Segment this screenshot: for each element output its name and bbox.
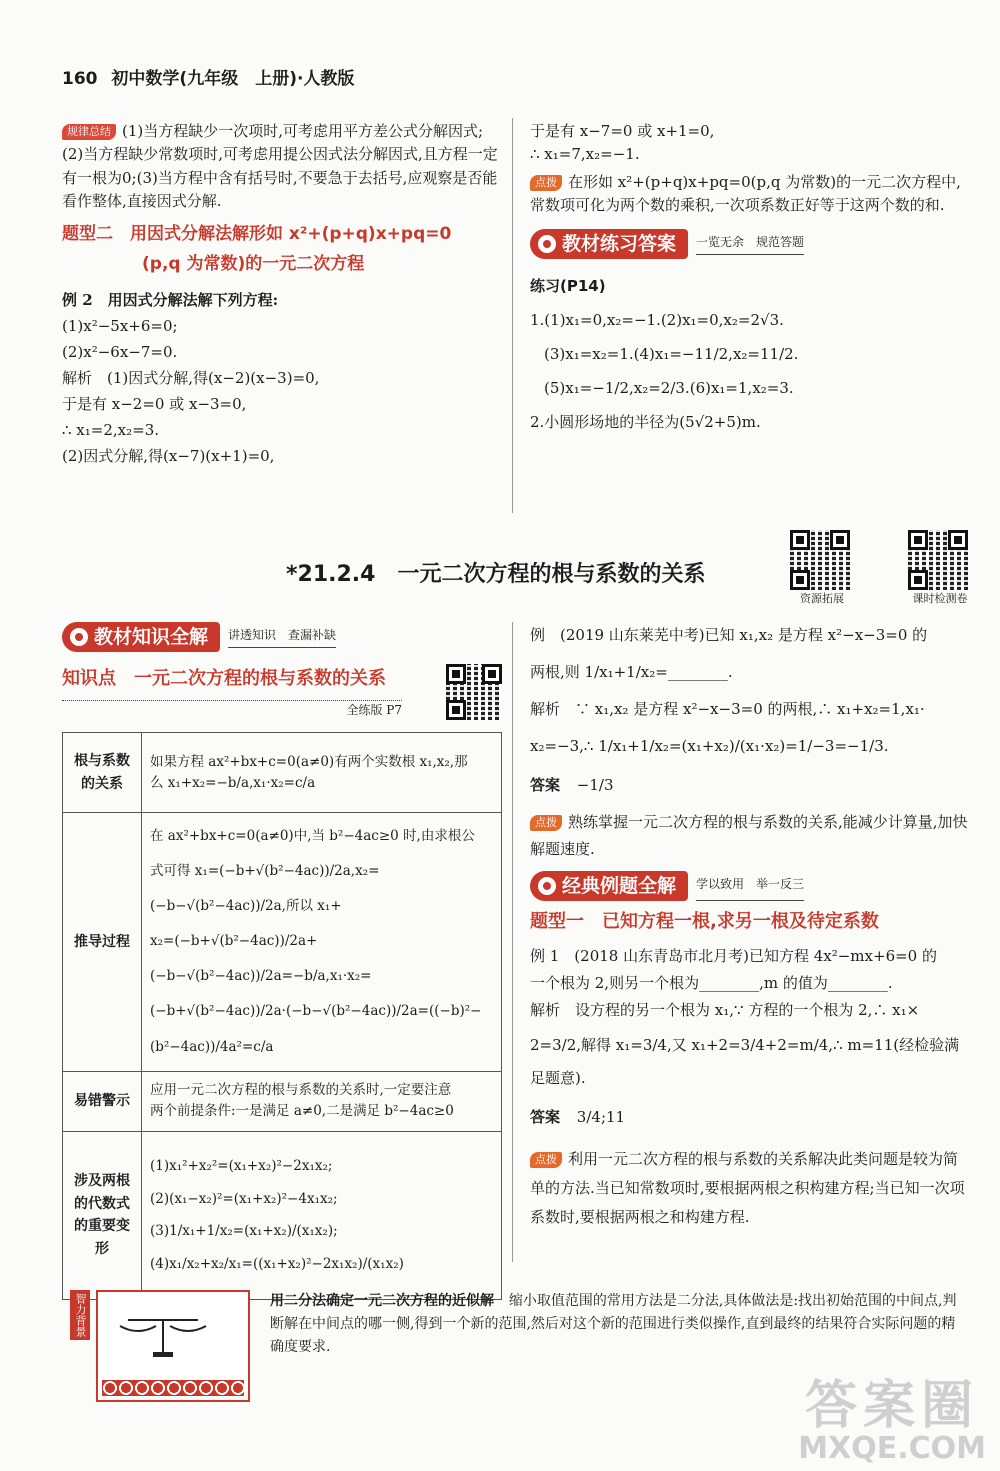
banner-subtitle: 讲透知识 查漏补缺: [228, 626, 336, 648]
solution-line-2: ∴ x₁=7,x₂=−1.: [530, 145, 640, 164]
answer-value: 3/4;11: [576, 1108, 626, 1126]
page-number: 160: [62, 69, 98, 89]
side-tag: 智力背景: [70, 1290, 90, 1340]
example1-solution-2: 2=3/2,解得 x₁=3/4,又 x₁+2=3/4+2=m/4,∴ m=11(经检验满: [530, 1036, 960, 1054]
knowledge-point-title: 知识点 一元二次方程的根与系数的关系: [62, 668, 386, 689]
row-line: x₂=(−b+√(b²−4ac))/2a+(−b−√(b²−4ac))/2a=−b/a,x₁·x₂=: [150, 933, 372, 985]
hint-tag: 点拨: [530, 1152, 562, 1168]
row-line: 么 x₁+x₂=−b/a,x₁·x₂=c/a: [150, 774, 316, 791]
rule-summary: [62, 120, 502, 213]
watermark: [798, 1376, 986, 1466]
answer-1: 1.(1)x₁=0,x₂=−1.(2)x₁=0,x₂=2√3.: [530, 311, 784, 329]
answer-value: −1/3: [576, 776, 614, 794]
hint-note: [530, 809, 970, 863]
practice-title: 练习(P14): [530, 277, 606, 295]
example2-solution-2: 于是有 x−2=0 或 x−3=0,: [62, 395, 247, 413]
example2-q2: (2)x²−6x−7=0.: [62, 343, 178, 361]
qr-code-icon[interactable]: [790, 530, 850, 590]
hint-tag: 点拨: [530, 815, 562, 831]
row-line: 式可得 x₁=(−b+√(b²−4ac))/2a,x₂=(−b−√(b²−4ac))/2a,所以 x₁+: [150, 863, 380, 915]
example2-solution-3: ∴ x₁=2,x₂=3.: [62, 421, 160, 439]
section-title: *21.2.4 一元二次方程的根与系数的关系: [286, 562, 706, 587]
hint-tag: 点拨: [530, 175, 562, 191]
example-line-1: 例 (2019 山东莱芜中考)已知 x₁,x₂ 是方程 x²−x−3=0 的: [530, 626, 928, 644]
example-solution-2: x₂=−3,∴ 1/x₁+1/x₂=(x₁+x₂)/(x₁·x₂)=1/−3=−1/3.: [530, 737, 889, 755]
table-row: [63, 1131, 502, 1299]
classic-examples-banner: [530, 871, 970, 901]
type2-title-line2: (p,q 为常数)的一元二次方程: [142, 254, 365, 274]
row-line: 在 ax²+bx+c=0(a≠0)中,当 b²−4ac≥0 时,由求根公: [150, 828, 475, 844]
background-text-block: [270, 1290, 960, 1359]
example2-solution-4: (2)因式分解,得(x−7)(x+1)=0,: [62, 447, 275, 465]
column-divider: [512, 622, 513, 1262]
table-row: [63, 1071, 502, 1131]
solution-line-1: 于是有 x−7=0 或 x+1=0,: [530, 122, 715, 140]
illustration-balance: [96, 1290, 250, 1402]
banner-icon: [70, 628, 88, 646]
row-line: (3)1/x₁+1/x₂=(x₁+x₂)/(x₁x₂);: [150, 1223, 338, 1240]
banner-subtitle: 学以致用 举一反三: [696, 871, 804, 901]
example2-q1: (1)x²−5x+6=0;: [62, 317, 178, 335]
knowledge-point-ref: 全练版 P7: [62, 700, 402, 720]
textbook-answers-banner: [530, 229, 970, 259]
answer-2: (3)x₁=x₂=1.(4)x₁=−11/2,x₂=11/2.: [544, 345, 799, 363]
qr-code-icon[interactable]: [446, 664, 502, 720]
banner-icon: [538, 235, 556, 253]
table-row: [63, 733, 502, 813]
row-line: 两个前提条件:一是满足 a≠0,二是满足 b²−4ac≥0: [150, 1103, 454, 1120]
watermark-logo: 答案圈: [805, 1376, 980, 1436]
table-row: [63, 813, 502, 1072]
example-solution-1: 解析 ∵ x₁,x₂ 是方程 x²−x−3=0 的两根,∴ x₁+x₂=1,x₁·: [530, 700, 925, 718]
example1-line-2: 一个根为 2,则另一个根为________,m 的值为________.: [530, 974, 893, 992]
example-answer: [530, 772, 970, 799]
qr-resource-caption: 资源拓展: [800, 592, 844, 605]
example-line-2: 两根,则 1/x₁+1/x₂=________.: [530, 663, 733, 681]
knowledge-banner: [62, 622, 502, 652]
hint-note: [530, 171, 970, 218]
page-header: [62, 66, 354, 92]
row-line: (1)x₁²+x₂²=(x₁+x₂)²−2x₁x₂;: [150, 1158, 333, 1175]
watermark-url: MXQE.COM: [798, 1431, 986, 1466]
qr-test[interactable]: [908, 530, 972, 607]
hint-text: 熟练掌握一元二次方程的根与系数的关系,能减少计算量,加快解题速度.: [530, 813, 968, 858]
knowledge-table: [62, 732, 502, 1300]
type2-title-line1: 题型二 用因式分解法解形如 x²+(p+q)x+pq=0: [62, 224, 452, 244]
example1-solution-1: 解析 设方程的另一个根为 x₁,∵ 方程的一个根为 2,∴ x₁×: [530, 1001, 920, 1019]
row-content: [142, 1071, 502, 1131]
left-top-column: [62, 120, 502, 469]
row-content: [142, 733, 502, 813]
row-content: [142, 1131, 502, 1299]
row-key: 涉及两根的代数式的重要变形: [63, 1131, 142, 1299]
hint-text: 在形如 x²+(p+q)x+pq=0(p,q 为常数)的一元二次方程中,常数项可化为两个数的乘积,一次项系数正好等于这两个数的和.: [530, 172, 961, 214]
knowledge-point-header: [62, 664, 502, 720]
right-top-column: [530, 120, 970, 439]
banner-title: 经典例题全解: [562, 875, 677, 897]
qr-resource[interactable]: [790, 530, 854, 607]
practice-answers: [530, 269, 970, 439]
row-line: 如果方程 ax²+bx+c=0(a≠0)有两个实数根 x₁,x₂,那: [150, 753, 468, 770]
banner-title: 教材知识全解: [94, 626, 209, 648]
balance-scale-icon: [98, 1292, 244, 1372]
example2: [62, 287, 502, 469]
example1-solution-3: 足题意).: [530, 1069, 586, 1087]
row-line: (−b+√(b²−4ac))/2a·(−b−√(b²−4ac))/2a=((−b)²−(b²−4ac))/4a²=c/a: [150, 1003, 482, 1055]
row-key: 根与系数的关系: [63, 733, 142, 813]
hint-text: 利用一元二次方程的根与系数的关系解决此类问题是较为简单的方法.当已知常数项时,要根据两根之积构建方程;当已知一次项系数时,要根据两根之和构建方程.: [530, 1150, 965, 1226]
row-content: [142, 813, 502, 1072]
row-line: (2)(x₁−x₂)²=(x₁+x₂)²−4x₁x₂;: [150, 1190, 338, 1207]
column-divider: [512, 118, 513, 513]
background-box: [0, 1278, 1000, 1471]
row-line: 应用一元二次方程的根与系数的关系时,一定要注意: [150, 1082, 452, 1099]
banner-subtitle: 一览无余 规范答题: [696, 233, 804, 255]
type1-title: 题型一 已知方程一根,求另一根及待定系数: [530, 911, 879, 932]
rule-summary-text: (1)当方程缺少一次项时,可考虑用平方差公式分解因式;(2)当方程缺少常数项时,可考虑用提公因式法分解因式,且方程一定有一根为0;(3)当方程中含有括号时,不要急于去括号,应观察是否能看作整体,直接因式分解.: [62, 122, 498, 210]
row-line: (4)x₁/x₂+x₂/x₁=((x₁+x₂)²−2x₁x₂)/(x₁x₂): [150, 1255, 404, 1272]
hint-note: [530, 1145, 970, 1232]
example1-answer: [530, 1104, 970, 1131]
answer-3: (5)x₁=−1/2,x₂=2/3.(6)x₁=1,x₂=3.: [544, 379, 794, 397]
examples-column: [530, 622, 970, 1232]
banner-icon: [538, 877, 556, 895]
background-title: 用二分法确定一元二次方程的近似解: [270, 1293, 494, 1309]
row-key: 推导过程: [63, 813, 142, 1072]
qr-test-caption: 课时检测卷: [912, 592, 968, 605]
example2-solution-1: 解析 (1)因式分解,得(x−2)(x−3)=0,: [62, 369, 320, 387]
knowledge-column: [62, 622, 502, 1300]
example1-line-1: 例 1 (2018 山东青岛市北月考)已知方程 4x²−mx+6=0 的: [530, 947, 937, 965]
background-text: 缩小取值范围的常用方法是二分法,具体做法是:找出初始范围的中间点,判断解在中间点的哪一侧,得到一个新的范围,然后对这个新的范围进行类似操作,直到最终的结果符合实际问题的精确度要求.: [270, 1293, 957, 1355]
banner-title: 教材练习答案: [562, 233, 677, 255]
example2-intro: 例 2 用因式分解法解下列方程:: [62, 291, 279, 309]
rule-summary-tag: 规律总结: [62, 124, 116, 140]
answer-label: 答案: [530, 776, 561, 794]
answer-label: 答案: [530, 1108, 561, 1126]
qr-code-icon[interactable]: [908, 530, 968, 590]
row-key: 易错警示: [63, 1071, 142, 1131]
answer-4: 2.小圆形场地的半径为(5√2+5)m.: [530, 413, 761, 431]
book-title: 初中数学(九年级 上册)·人教版: [111, 69, 355, 89]
